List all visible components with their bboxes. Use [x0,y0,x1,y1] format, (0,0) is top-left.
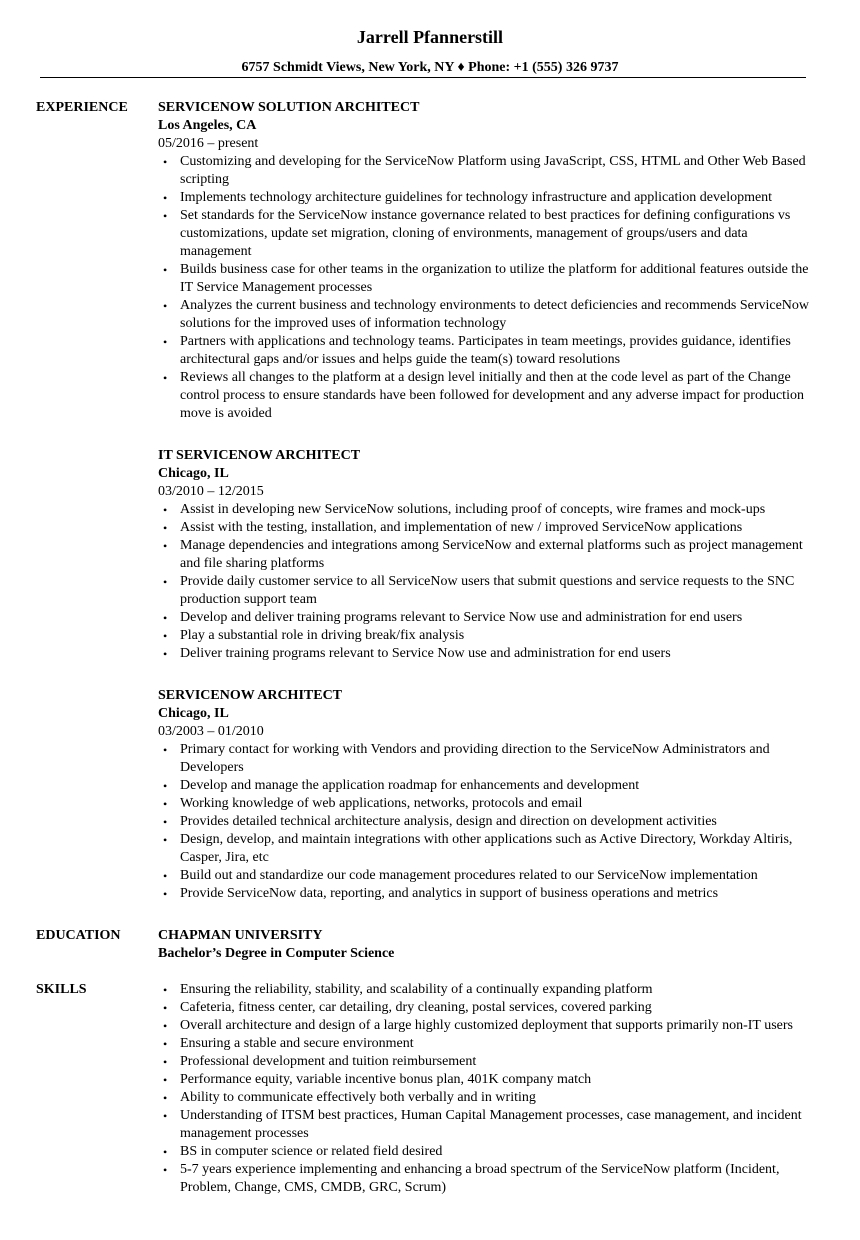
bullet-item [158,207,818,261]
bullet-item [158,501,818,519]
bullet-icon: • [163,299,168,313]
bullet-text: Performance equity, variable incentive bonus plan, 401K company match [180,1072,592,1087]
bullet-item [158,609,818,627]
bullet-text: Implements technology architecture guidelines for technology infrastructure and application development [180,190,773,205]
job-bullet-list [158,741,818,903]
skills-section [0,981,860,1197]
job-bullet-list [158,501,818,663]
education-section [0,927,860,963]
bullet-icon: • [163,575,168,589]
bullet-text: Build out and standardize our code management procedures related to our ServiceNow implementation [180,868,758,883]
bullet-text: Reviews all changes to the platform at a design level initially and then at the code level as part of the Change control process to ensure standards have been followed for development and any adverse impact for production move is avoided [180,370,804,421]
job-bullet-list [158,153,818,423]
bullet-text: Working knowledge of web applications, networks, protocols and email [180,796,583,811]
bullet-text: Assist in developing new ServiceNow solutions, including proof of concepts, wire frames and mock-ups [180,502,766,517]
bullet-text: Ensuring a stable and secure environment [180,1036,414,1051]
job-dates: 03/2003 – 01/2010 [158,724,264,739]
bullet-icon: • [163,779,168,793]
bullet-item [158,741,818,777]
bullet-icon: • [163,743,168,757]
resume-content [0,99,860,1197]
education-body [158,927,818,963]
bullet-text: Overall architecture and design of a large highly customized deployment that supports primarily non-IT users [180,1018,793,1033]
bullet-text: Ability to communicate effectively both verbally and in writing [180,1090,536,1105]
job-entry [158,687,818,903]
job-location: Chicago, IL [158,466,229,481]
job-dates: 05/2016 – present [158,136,259,151]
bullet-item [158,189,818,207]
bullet-icon: • [163,1073,168,1087]
bullet-text: Provide daily customer service to all ServiceNow users that submit questions and service requests to the SNC production support team [180,574,795,607]
education-degree: Bachelor’s Degree in Computer Science [158,946,395,961]
bullet-item [158,1017,818,1035]
bullet-text: Play a substantial role in driving break/fix analysis [180,628,465,643]
skills-label: SKILLS [36,982,87,997]
bullet-item [158,1161,818,1197]
bullet-item [158,1143,818,1161]
job-dates: 03/2010 – 12/2015 [158,484,264,499]
bullet-text: Professional development and tuition reimbursement [180,1054,477,1069]
skills-list [158,981,818,1197]
bullet-icon: • [163,797,168,811]
bullet-item [158,1053,818,1071]
bullet-icon: • [163,155,168,169]
bullet-icon: • [163,1145,168,1159]
education-school: CHAPMAN UNIVERSITY [158,928,323,943]
bullet-icon: • [163,1163,168,1177]
bullet-item [158,627,818,645]
bullet-item [158,777,818,795]
bullet-text: Design, develop, and maintain integrations with other applications such as Active Directory, Workday Altiris, Casper, Jira, etc [180,832,793,865]
bullet-icon: • [163,335,168,349]
bullet-text: Develop and manage the application roadmap for enhancements and development [180,778,640,793]
bullet-item [158,885,818,903]
bullet-text: Provide ServiceNow data, reporting, and analytics in support of business operations and metrics [180,886,719,901]
bullet-item [158,1035,818,1053]
job-entry [158,99,818,423]
bullet-item [158,813,818,831]
bullet-item [158,645,818,663]
bullet-text: Customizing and developing for the ServiceNow Platform using JavaScript, CSS, HTML and Other Web Based scripting [180,154,806,187]
skills-body [158,981,818,1197]
education-label: EDUCATION [36,928,121,943]
bullet-text: Analyzes the current business and technology environments to detect deficiencies and recommends ServiceNow solutions for the improved uses of information technology [180,298,810,331]
bullet-icon: • [163,209,168,223]
bullet-text: Partners with applications and technology teams. Participates in team meetings, provides guidance, identifies architectural gaps and/or issues and helps guide the team(s) toward resolutions [180,334,791,367]
bullet-item [158,573,818,609]
bullet-item [158,1107,818,1143]
bullet-text: BS in computer science or related field desired [180,1144,443,1159]
job-location: Chicago, IL [158,706,229,721]
bullet-text: Set standards for the ServiceNow instance governance related to best practices for defining configurations vs customizations, update set migration, cloning of environments, management of groups/users and data management [180,208,791,259]
candidate-name: Jarrell Pfannerstill [356,27,504,47]
bullet-text: Primary contact for working with Vendors and providing direction to the ServiceNow Administrators and Developers [180,742,770,775]
bullet-item [158,297,818,333]
bullet-text: 5-7 years experience implementing and enhancing a broad spectrum of the ServiceNow platform (Incident, Problem, Change, CMS, CMDB, GRC, Scrum) [180,1162,780,1195]
experience-body [158,99,818,903]
bullet-icon: • [163,887,168,901]
bullet-icon: • [163,629,168,643]
bullet-icon: • [163,371,168,385]
bullet-icon: • [163,869,168,883]
bullet-text: Ensuring the reliability, stability, and scalability of a continually expanding platform [180,982,653,997]
header-divider [40,77,806,78]
bullet-text: Develop and deliver training programs relevant to Service Now use and administration for end users [180,610,743,625]
bullet-icon: • [163,191,168,205]
bullet-text: Builds business case for other teams in the organization to utilize the platform for additional features outside the IT Service Management processes [180,262,809,295]
job-title: SERVICENOW SOLUTION ARCHITECT [158,100,420,115]
bullet-item [158,519,818,537]
bullet-icon: • [163,263,168,277]
bullet-icon: • [163,1109,168,1123]
bullet-icon: • [163,1037,168,1051]
bullet-text: Deliver training programs relevant to Service Now use and administration for end users [180,646,671,661]
bullet-icon: • [163,611,168,625]
bullet-text: Manage dependencies and integrations among ServiceNow and external platforms such as project management and file sharing platforms [180,538,803,571]
bullet-icon: • [163,521,168,535]
bullet-text: Provides detailed technical architecture analysis, design and direction on development activities [180,814,717,829]
bullet-item [158,831,818,867]
bullet-icon: • [163,983,168,997]
bullet-text: Understanding of ITSM best practices, Human Capital Management processes, case management, and incident management processes [180,1108,802,1141]
bullet-item [158,1071,818,1089]
bullet-item [158,261,818,297]
bullet-icon: • [163,1019,168,1033]
bullet-item [158,153,818,189]
bullet-icon: • [163,503,168,517]
bullet-item [158,999,818,1017]
bullet-item [158,537,818,573]
contact-line: 6757 Schmidt Views, New York, NY ♦ Phone: +1 (555) 326 9737 [241,60,619,75]
bullet-item [158,981,818,999]
bullet-icon: • [163,1091,168,1105]
bullet-icon: • [163,1055,168,1069]
bullet-icon: • [163,647,168,661]
bullet-item [158,1089,818,1107]
bullet-icon: • [163,1001,168,1015]
bullet-text: Cafeteria, fitness center, car detailing, dry cleaning, postal services, covered parking [180,1000,652,1015]
bullet-item [158,333,818,369]
job-location: Los Angeles, CA [158,118,257,133]
experience-label: EXPERIENCE [36,100,128,115]
bullet-icon: • [163,833,168,847]
bullet-text: Assist with the testing, installation, and implementation of new / improved ServiceNow applications [180,520,743,535]
job-title: SERVICENOW ARCHITECT [158,688,343,703]
bullet-item [158,867,818,885]
job-title: IT SERVICENOW ARCHITECT [158,448,361,463]
job-entry [158,447,818,663]
bullet-item [158,369,818,423]
bullet-icon: • [163,539,168,553]
bullet-item [158,795,818,813]
bullet-icon: • [163,815,168,829]
experience-section [0,99,860,903]
